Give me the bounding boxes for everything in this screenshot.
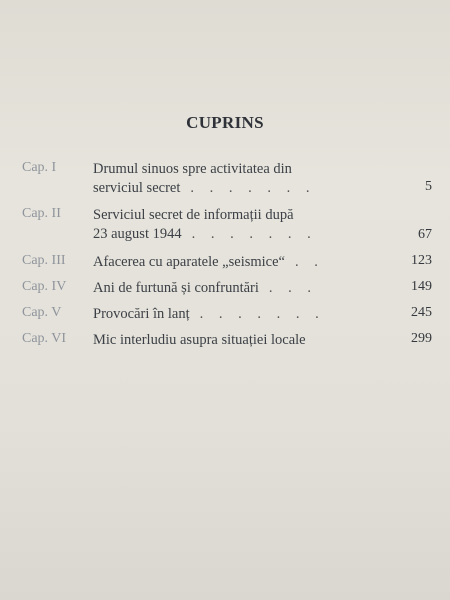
chapter-title-line-text: Provocări în lanț [93,306,190,322]
chapter-title-line: Mic interludiu asupra situației locale [93,332,306,348]
chapter-number: Cap. IV [22,279,67,294]
page-number: 123 [411,253,432,268]
chapter-title-line-text: 23 august 1944 [93,226,182,242]
chapter-title [93,331,393,350]
chapter-title-line: Serviciul secret de informații după [93,207,294,223]
chapter-title-line-text: Ani de furtună și confruntări [93,280,259,296]
chapter-title [93,253,393,272]
chapter-title [93,279,393,298]
page-number: 299 [411,331,432,346]
chapter-title-line-text: serviciul secret [93,180,181,196]
chapter-number: Cap. I [22,160,57,175]
page-number: 67 [418,227,432,242]
chapter-number: Cap. II [22,206,61,221]
chapter-title-line [93,225,393,244]
chapter-number: Cap. V [22,305,62,320]
chapter-title [93,206,393,244]
page-number: 5 [425,179,432,194]
chapter-title-line [93,305,393,324]
chapter-number: Cap. VI [22,331,67,346]
dot-leader: . . . [268,280,318,296]
page-title: CUPRINS [186,113,264,132]
chapter-title [93,160,393,198]
dot-leader: . . [294,254,324,270]
chapter-title-line [93,253,393,272]
chapter-number: Cap. III [22,253,66,268]
chapter-title-line-text: Afacerea cu aparatele „seismice“ [93,254,285,270]
dot-leader: . . . . . . . [199,306,325,322]
dot-leader: . . . . . . . [191,226,317,242]
chapter-title-line [93,279,393,298]
page-number: 149 [411,279,432,294]
chapter-title-line [93,179,393,198]
dot-leader: . . . . . . . [190,180,316,196]
page-number: 245 [411,305,432,320]
chapter-title [93,305,393,324]
chapter-title-line: Drumul sinuos spre activitatea din [93,161,292,177]
